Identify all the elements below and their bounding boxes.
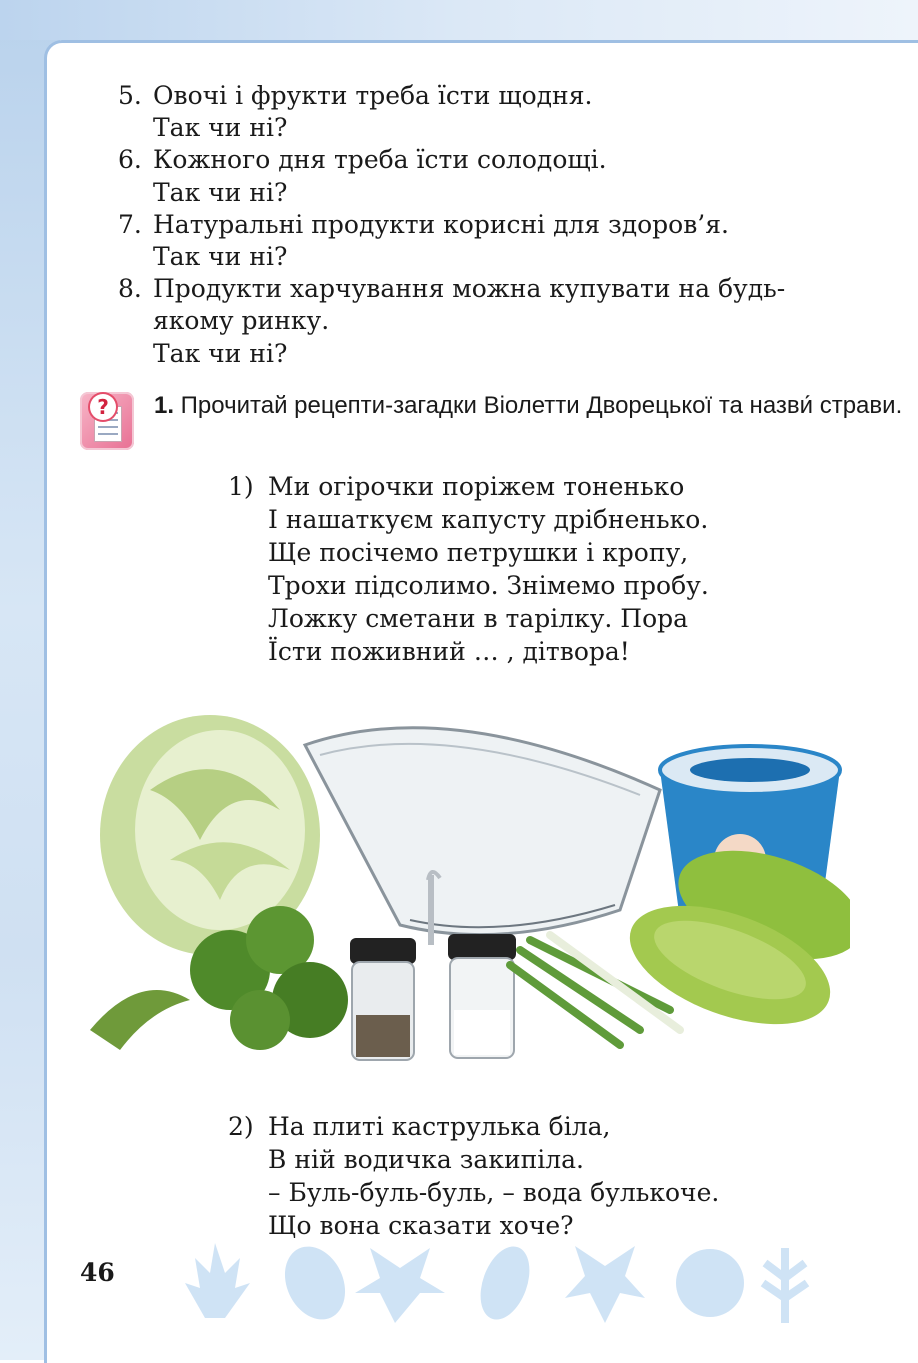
riddle-line: Їсти поживний … , дітвора! — [268, 637, 630, 666]
page-number: 46 — [80, 1258, 115, 1287]
question-line: Продукти харчування можна купувати на будь- — [153, 274, 786, 304]
riddle-line: В ній водичка закипіла. — [268, 1145, 584, 1174]
riddle-line: Ще посічемо петрушки і кропу, — [268, 538, 689, 567]
question-line: Так чи ні? — [153, 113, 288, 143]
salad-ingredients-photo — [80, 700, 850, 1080]
question-line: Овочі і фрукти треба їсти щодня. — [153, 81, 593, 110]
question-line: Так чи ні? — [153, 242, 288, 272]
riddle-1 — [228, 470, 709, 668]
riddle-line: На плиті каструлька біла, — [268, 1112, 611, 1141]
task-instruction — [154, 390, 918, 422]
question-paper-icon: ? — [80, 392, 134, 450]
question-line: Так чи ні? — [153, 177, 288, 207]
glass-bowl-image — [305, 728, 660, 935]
question-item — [118, 144, 838, 208]
question-number: 5. — [118, 81, 142, 110]
riddle-line: Що вона сказати хоче? — [268, 1211, 574, 1240]
question-line: Натуральні продукти корисні для здоров’я. — [153, 209, 729, 239]
riddle-line: Ложку сметани в тарілку. Пора — [268, 604, 689, 633]
question-line: якому ринку. — [153, 306, 330, 336]
question-list — [118, 80, 838, 370]
question-line: Так чи ні? — [153, 338, 288, 368]
question-number: 7. — [118, 209, 142, 239]
riddle-line: І нашаткуєм капусту дрібненько. — [268, 505, 709, 534]
question-number: 8. — [118, 274, 142, 304]
task-number: 1. — [154, 392, 175, 419]
riddle-number: 1) — [228, 472, 254, 501]
question-item — [118, 273, 838, 370]
question-item — [118, 80, 838, 144]
riddle-line: Ми огірочки поріжем тоненько — [268, 472, 685, 501]
leaves-decoration — [165, 1238, 865, 1328]
question-line: Кожного дня треба їсти солодощі. — [153, 145, 607, 175]
task-text: Прочитай рецепти-загадки Віолетти Дворецької та назви́ страви. — [174, 392, 903, 419]
page-background-top — [0, 0, 918, 40]
question-item — [118, 209, 838, 273]
riddle-2 — [228, 1110, 719, 1242]
riddle-line: Трохи підсолимо. Знімемо пробу. — [268, 571, 709, 600]
riddle-number: 2) — [228, 1112, 254, 1141]
question-number: 6. — [118, 145, 142, 175]
riddle-line: – Буль-буль-буль, – вода булькоче. — [268, 1178, 720, 1207]
